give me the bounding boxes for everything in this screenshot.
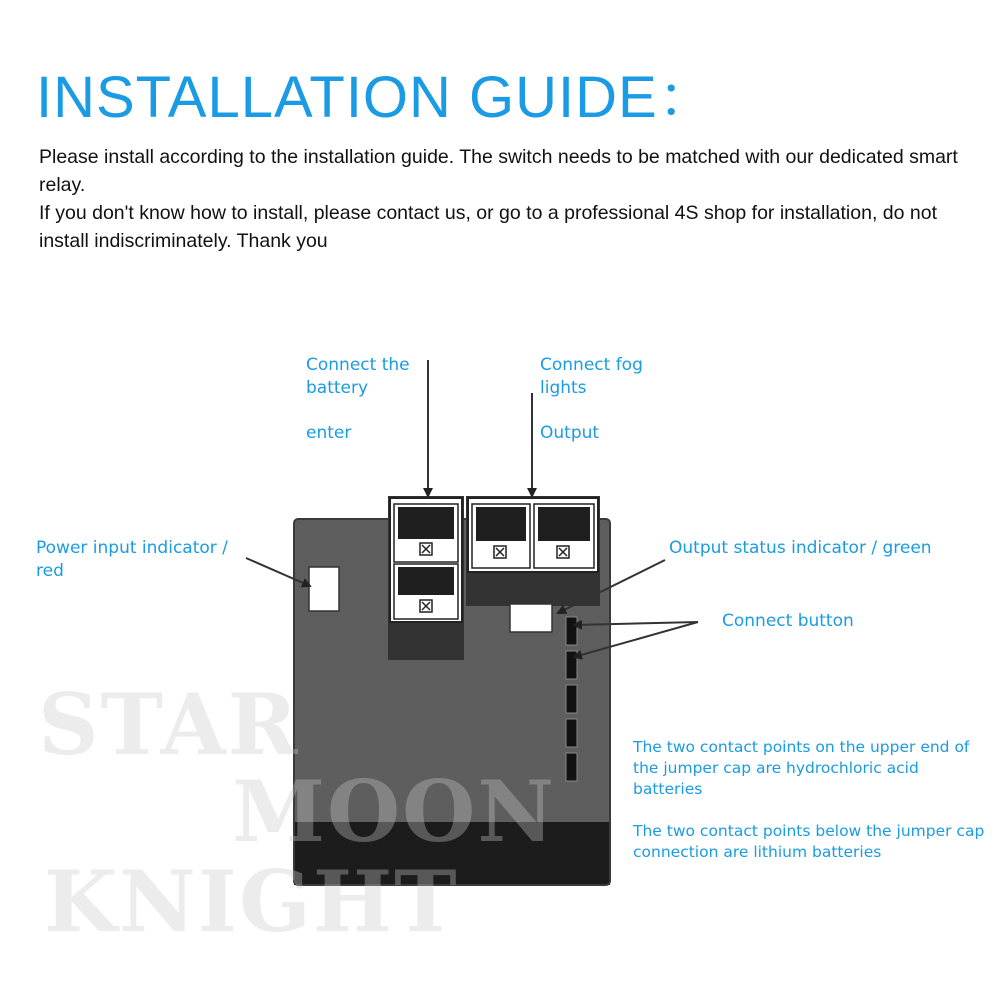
output-status-led [510, 604, 552, 632]
watermark-line-2: MOON [232, 762, 557, 861]
fog-lights-label: Connect fog lights [540, 355, 643, 398]
intro-line-1: Please install according to the installation guide. The switch needs to be matched with our dedicated smart relay. [39, 146, 958, 196]
jumper-pins [566, 617, 577, 781]
intro-line-2: If you don't know how to install, please contact us, or go to a professional 4S shop for installation, do not install indiscriminately. Thank you [39, 202, 938, 252]
page-title: INSTALLATION GUIDE： [36, 65, 717, 130]
fog-light-connector [466, 496, 600, 606]
fog-lights-sub-label: Output [540, 423, 600, 443]
battery-sub-label: enter [306, 423, 352, 443]
output-indicator-label: Output status indicator / green [669, 538, 932, 558]
power-indicator-label: Power input indicator / red [36, 538, 228, 581]
battery-label: Connect the battery [306, 355, 410, 398]
battery-connector [388, 496, 464, 660]
watermark-line-3: KNIGHT [44, 852, 459, 951]
connect-button-label: Connect button [722, 611, 854, 631]
jumper-lower-note: The two contact points below the jumper cap connection are lithium batteries [633, 822, 985, 861]
power-input-led [309, 567, 339, 611]
watermark-line-1: STAR [38, 675, 300, 774]
jumper-upper-note: The two contact points on the upper end of the jumper cap are hydrochloric acid batteries [633, 738, 970, 798]
